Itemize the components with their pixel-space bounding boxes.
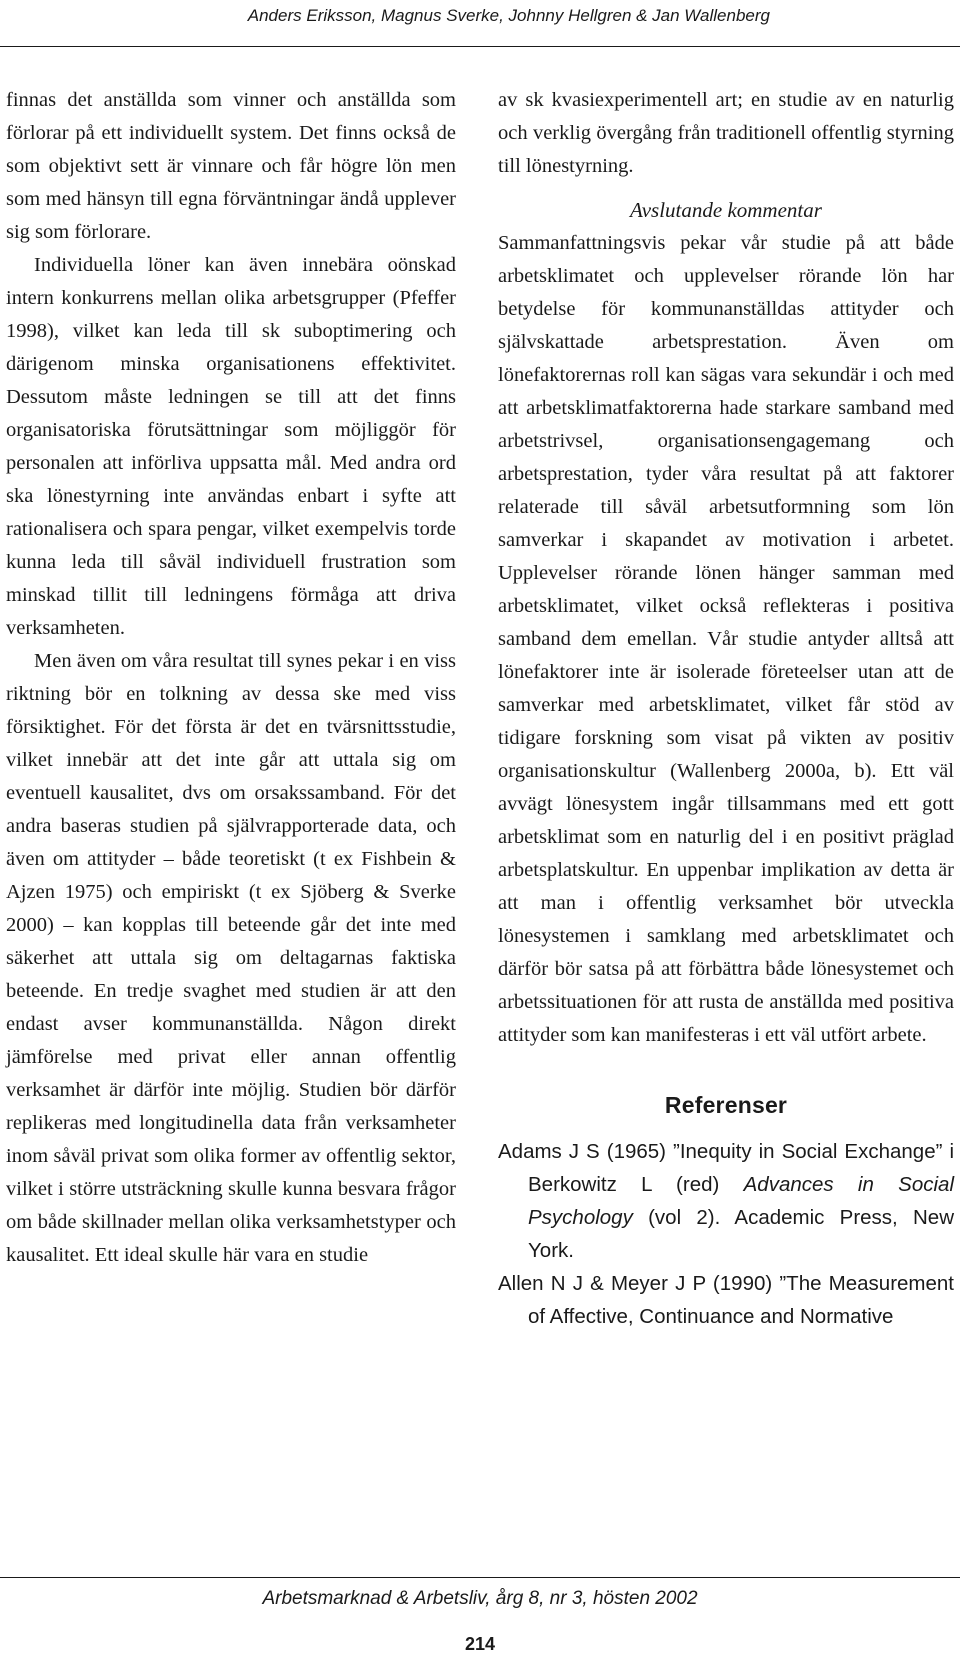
paragraph: av sk kvasiexperimentell art; en studie av en naturlig och verklig övergång från traditionell offentlig styrning till lönestyrning. — [498, 89, 954, 177]
header-authors: Anders Eriksson, Magnus Sverke, Johnny Hellgren & Jan Wallenberg — [247, 6, 770, 25]
paragraph: Sammanfattningsvis pekar vår studie på att både arbetsklimatet och upplevelser rörande lön har betydelse för kommunanställdas attityder och självskattade arbetsprestation. Även om lönefaktorernas roll kan sägas vara sekundär i och med att arbetsklimatfaktorerna hade starkare samband med arbetstrivsel, organisationsengagemang och arbetsprestation, tyder våra resultat på att faktorer relaterade till såväl arbetsutformning som lön samverkar i skapandet av motivation i arbetet. Upplevelser rörande lönen hänger samman med arbetsklimatet, vilket också reflekteras i positiva samband dem emellan. Vår studie antyder alltså att lönefaktorer inte är isolerade företeelser utan att de samverkar med arbetsklimatet, vilket får stöd av tidigare forskning som visat på vikten av positiv organisationskultur (Wallenberg 2000a, b). Ett väl avvägt lönesystem ingår tillsammans med ett gott arbetsklimat som en naturlig del i en positivt präglad arbetsplatskultur. En uppenbar implikation av detta är att man i offentlig verksamhet bör utveckla lönesystemen i samklang med arbetsklimatet och därför bör satsa på att förbättra både lönesystemet och arbetssituationen för att rusta de anställda med positiva attityder som kan manifesteras i ett väl utfört arbete. — [498, 232, 954, 1046]
references-heading: Referenser — [664, 1092, 788, 1118]
paragraph: Men även om våra resultat till synes pekar i en viss riktning bör en tolkning av dessa ske med viss försiktighet. För det första är det en tvärsnittsstudie, vilket innebär att det inte går att uttala sig om eventuell kausalitet, dvs om orsakssamband. För det andra baseras studien på självrapporterade data, och även om attityder – både teoretiskt (t ex Fishbein & Ajzen 1975) och empiriskt (t ex Sjöberg & Sverke 2000) – kan kopplas till beteende går det inte med säkerhet att uttala sig om deltagarnas faktiska beteende. En tredje svaghet med studien är att den endast avser kommunanställda. Någon direkt jämförelse med privat eller annan offentlig verksamhet är därför inte möjlig. Studien bör därför replikeras med longitudinella data från verksamheter inom såväl privat som olika former av offentlig sektor, vilket i större utsträckning skulle kunna besvara frågor om både skillnader mellan olika verksamhetstyper och kausalitet. Ett ideal skulle här vara en studie — [6, 650, 456, 1266]
footer-journal: Arbetsmarknad & Arbetsliv, årg 8, nr 3, hösten 2002 — [262, 1588, 698, 1609]
footer-divider — [0, 1577, 960, 1578]
reference-entry — [498, 1267, 954, 1333]
reference-text: Adams J S (1965) ”Inequity in Social Exchange” i Berkowitz L (red) — [498, 1140, 954, 1196]
right-column — [498, 84, 954, 1333]
page-number: 214 — [464, 1634, 496, 1654]
running-header — [0, 0, 960, 47]
reference-title: Advances in Social Psychology — [528, 1173, 954, 1229]
reference-text: Allen N J & Meyer J P (1990) ”The Measurement of Affective, Continuance and Normative — [498, 1272, 954, 1328]
paragraph: Individuella löner kan även innebära oönskad intern konkurrens mellan olika arbetsgrupper (Pfeffer 1998), vilket kan leda till sk suboptimering och därigenom minska organisationens effektivitet. Dessutom måste ledningen se till att det finns organisatoriska förutsättningar som möjliggör för personalen att införliva uppsatta mål. Med andra ord ska lönestyrning inte användas enbart i syfte att rationalisera och spara pengar, vilket exempelvis torde kunna leda till såväl individuell frustration som minskad tillit till ledningens förmåga att driva verksamheten. — [6, 254, 456, 639]
paragraph: finnas det anställda som vinner och anställda som förlorar på ett individuellt system. Det finns också de som objektivt sett är vinnare och får högre lön men som med hänsyn till egna förväntningar ändå upplever sig som förlorare. — [6, 89, 456, 243]
reference-entry — [498, 1135, 954, 1267]
left-column — [6, 84, 456, 1272]
reference-text: (vol 2). Academic Press, New York. — [528, 1206, 954, 1262]
section-subheading: Avslutande kommentar — [630, 198, 822, 222]
